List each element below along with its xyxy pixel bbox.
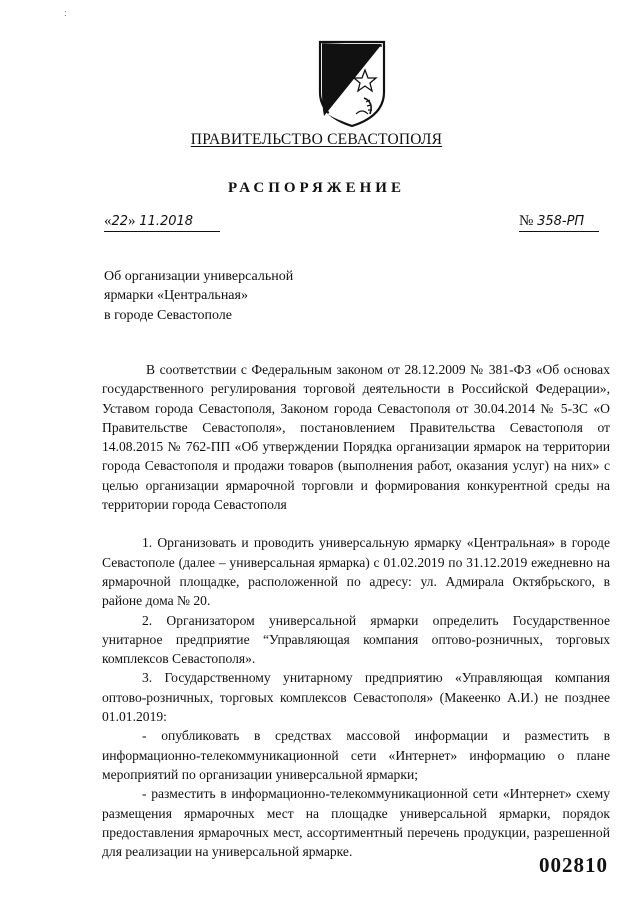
paragraph-gap xyxy=(102,514,610,533)
sevastopol-coat-of-arms xyxy=(316,40,388,128)
scan-mark: : xyxy=(64,8,67,19)
item-3a-paragraph: - опубликовать в средствах массовой информации и разместить в информационно-телекоммуникационной сети «Интернет» информацию о плане мероприятий по организации универсальной ярмарки; xyxy=(102,728,610,782)
subject-line-3: в городе Севастополе xyxy=(104,307,232,323)
date-month-year: 11.2018 xyxy=(139,214,194,229)
subject-line-1: Об организации универсальной xyxy=(104,269,294,284)
form-serial-number: 002810 xyxy=(539,853,608,877)
date-close-quote: » xyxy=(128,213,136,229)
document-date xyxy=(104,213,220,232)
number-value: 358-РП xyxy=(537,214,585,229)
item-3-paragraph: 3. Государственному унитарному предприятию «Управляющая компания оптово-розничных, торговых комплексов Севастополя» (Макеенко А.И.) не позднее 01.01.2019: xyxy=(102,670,610,725)
document-type: РАСПОРЯЖЕНИЕ xyxy=(228,180,405,196)
preamble-paragraph: В соответствии с Федеральным законом от 28.12.2009 № 381-ФЗ «Об основах государственного регулирования торговой деятельности в Российской Федерации», Уставом города Севастополя, Законом города Севастополя от 30.04.2014 № 5-ЗС «О Правительстве Севастополя», постановлением Правительства Севастополя от 14.08.2015 № 762-ПП «Об утверждении Порядка организации ярмарок на территории города Севастополя и продажи товаров (выполнения работ, оказания услуг) на них» с целью организации ярмарочной торговли и формирования конкурентной среды на территории города Севастополя xyxy=(102,362,610,513)
date-day: 22 xyxy=(111,214,129,229)
date-open-quote: « xyxy=(104,213,112,229)
document-subject xyxy=(104,267,404,325)
item-1-paragraph: 1. Организовать и проводить универсальную ярмарку «Центральная» в городе Севастополе (далее – универсальная ярмарка) с 01.02.2019 по 31.12.2019 ежедневно на ярмарочной площадке, расположенной по адресу: ул. Адмирала Октябрьского, в районе дома № 20. xyxy=(102,535,610,609)
number-prefix: № xyxy=(519,213,534,229)
item-2-paragraph: 2. Организатором универсальной ярмарки определить Государственное унитарное предприятие “Управляющая компания оптово-розничных, торговых комплексов Севастополя». xyxy=(102,612,610,667)
document-number xyxy=(519,213,599,232)
document-body xyxy=(102,360,610,861)
government-title: ПРАВИТЕЛЬСТВО СЕВАСТОПОЛЯ xyxy=(190,131,443,148)
item-3b-paragraph: - разместить в информационно-телекоммуникационной сети «Интернет» схему размещения ярмарочных мест на площадке универсальной ярмарки, порядок предоставления ярмарочных мест, ассортиментный перечень продукции, разрешенной для реализации на универсальной ярмарке. xyxy=(102,786,610,860)
subject-line-2: ярмарки «Центральная» xyxy=(104,288,248,304)
